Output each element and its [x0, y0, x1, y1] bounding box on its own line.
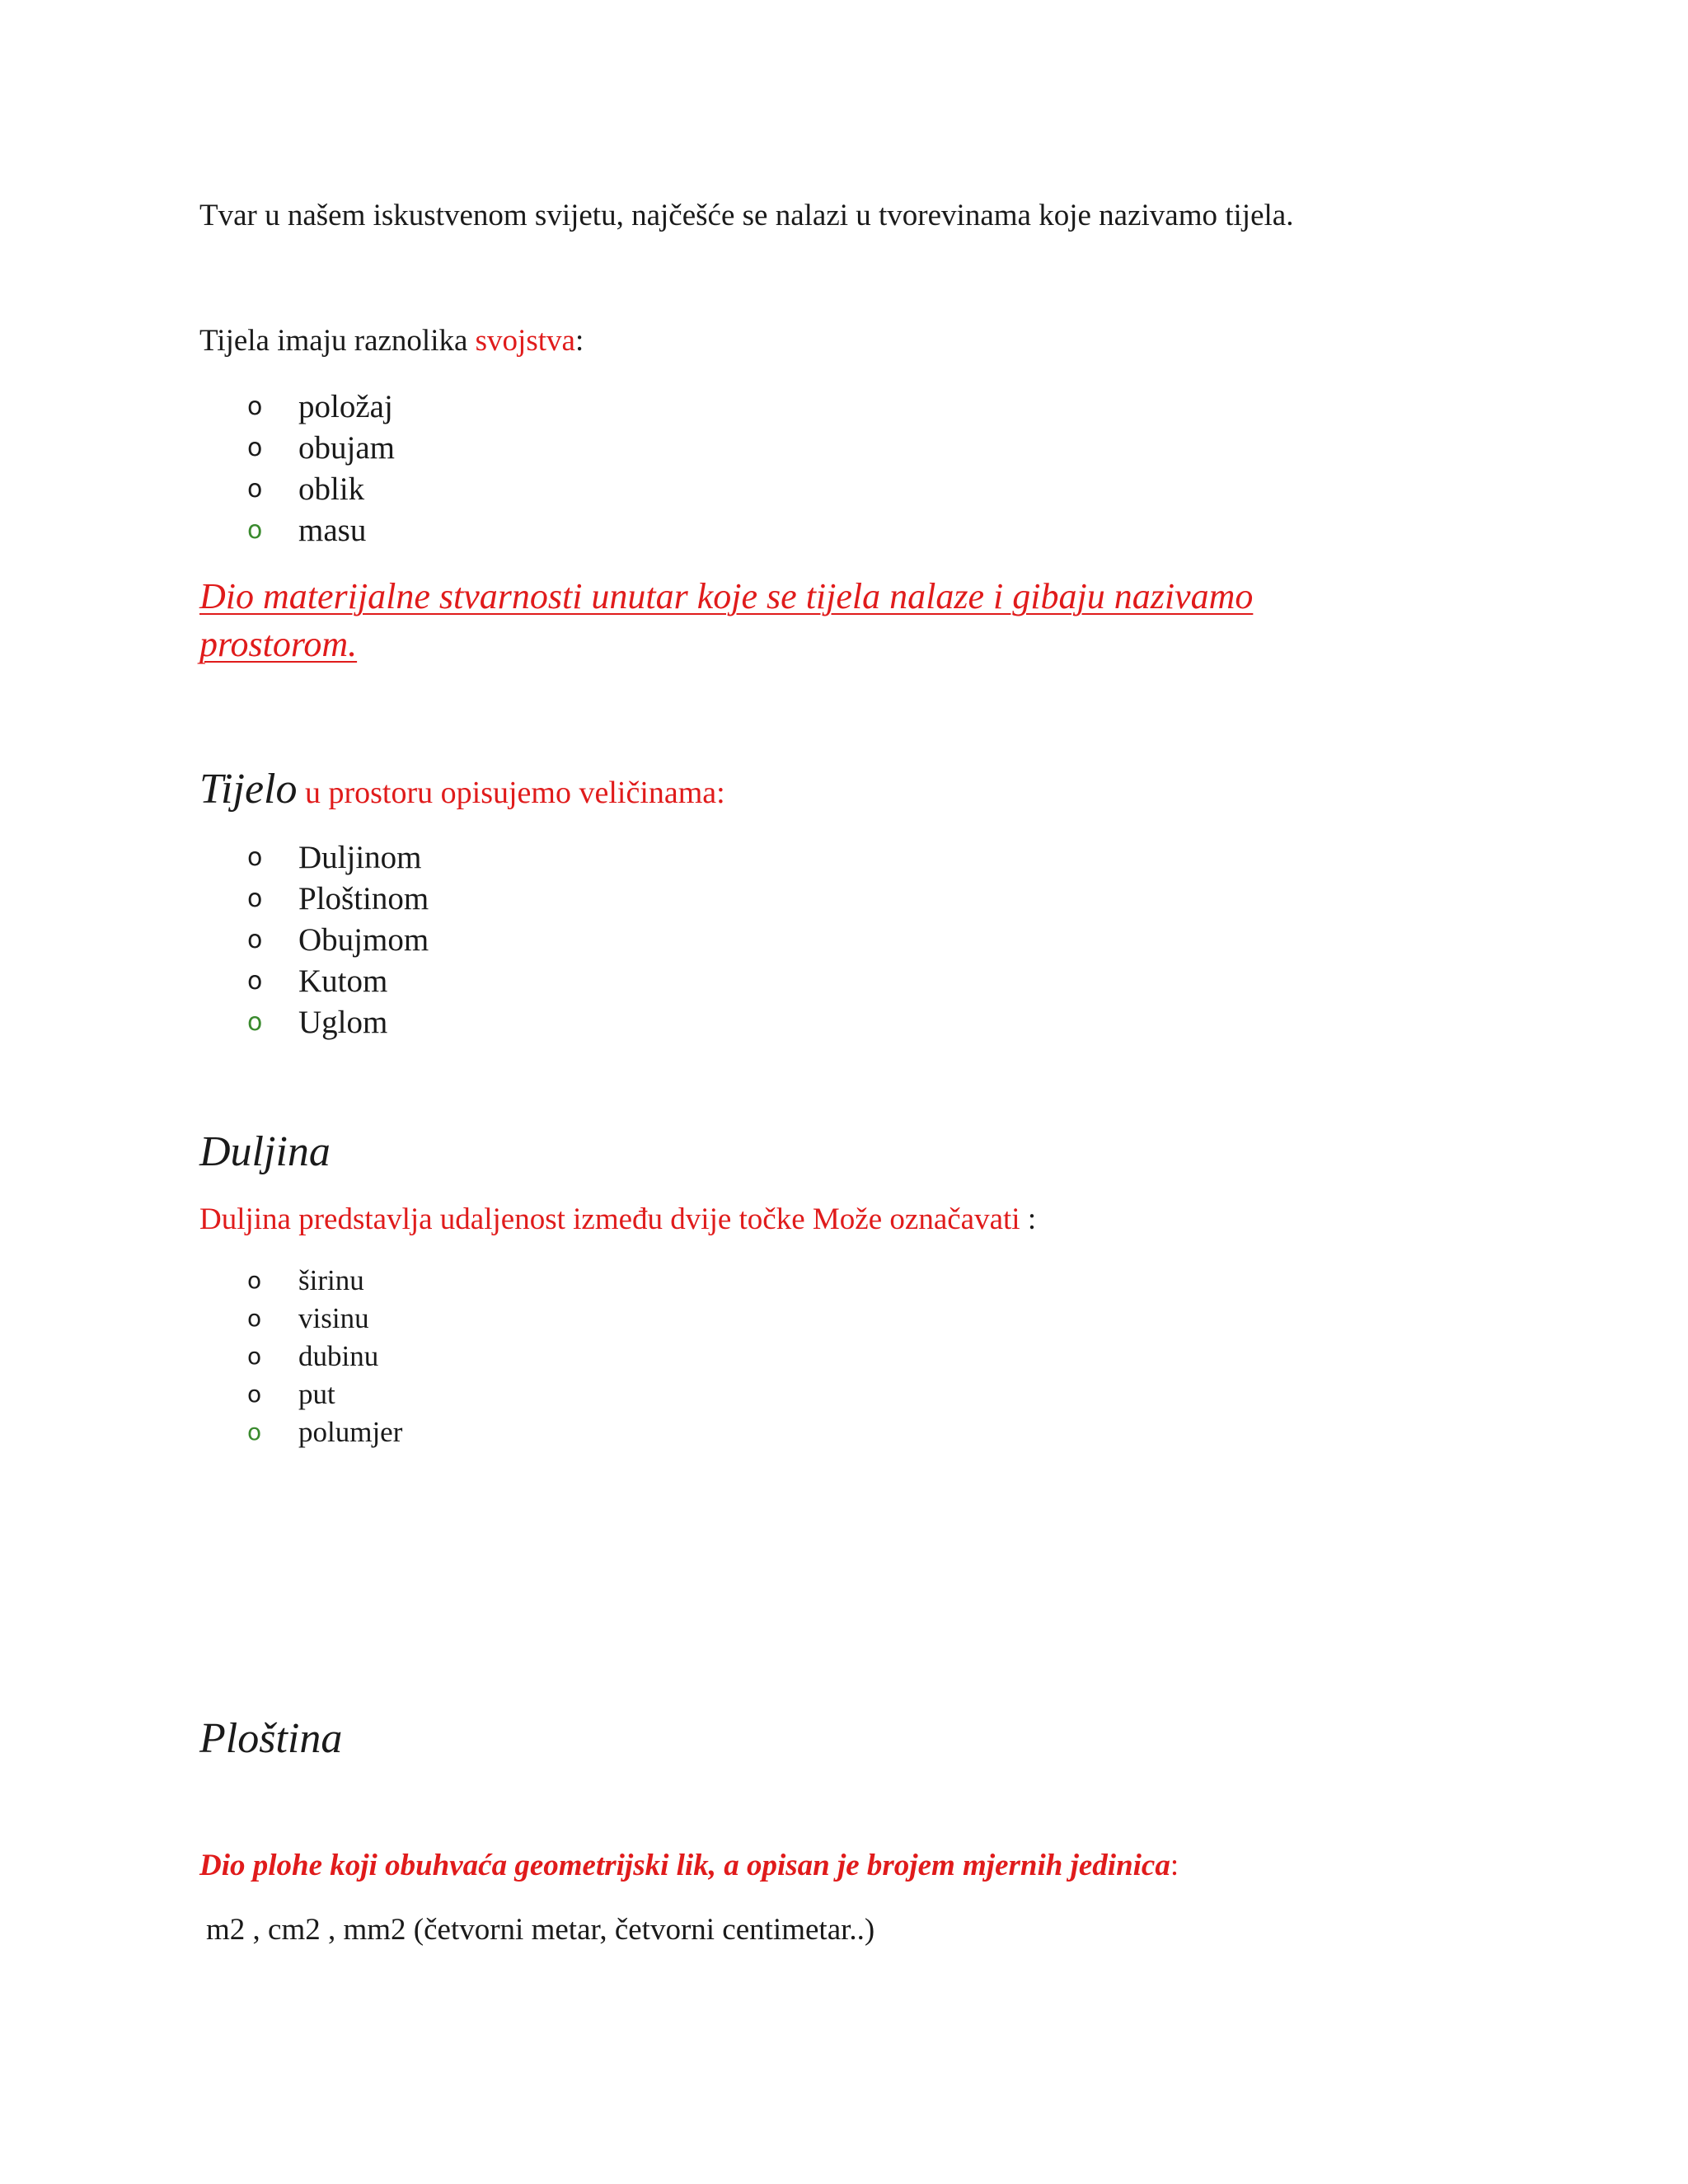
quantities-heading-rest: u prostoru opisujemo veličinama:	[297, 776, 725, 810]
bullet-circle-icon: o	[247, 516, 263, 545]
properties-highlight: svojstva	[475, 324, 575, 358]
list-item: o Obujmom	[247, 920, 429, 961]
bullet-circle-icon: o	[247, 843, 263, 872]
properties-lead-text: Tijela imaju raznolika	[199, 324, 476, 358]
list-item: o širinu	[247, 1262, 402, 1300]
bullet-circle-icon: o	[247, 1267, 262, 1294]
properties-list	[247, 387, 395, 551]
length-description	[199, 1202, 1036, 1238]
length-description-colon: :	[1020, 1202, 1037, 1236]
quantities-heading	[199, 765, 725, 814]
length-heading: Duljina	[199, 1128, 331, 1175]
area-units: m2 , cm2 , mm2 (četvorni metar, četvorni centimetar..)	[206, 1913, 875, 1947]
properties-colon: :	[574, 324, 584, 358]
length-list	[247, 1262, 402, 1451]
list-item: o polumjer	[247, 1413, 402, 1451]
list-item: o Uglom	[247, 1002, 429, 1043]
bullet-circle-icon: o	[247, 1418, 262, 1446]
bullet-circle-icon: o	[247, 434, 263, 462]
bullet-circle-icon: o	[247, 1343, 262, 1370]
bullet-circle-icon: o	[247, 392, 263, 421]
list-item: o visinu	[247, 1300, 402, 1338]
space-definition-line2: prostorom.	[199, 624, 358, 664]
bullet-circle-icon: o	[247, 475, 263, 504]
area-heading: Ploština	[199, 1715, 343, 1762]
list-item: o put	[247, 1376, 402, 1413]
space-definition	[199, 573, 1253, 668]
quantities-heading-word: Tijelo	[199, 766, 298, 813]
list-item: o masu	[247, 510, 395, 551]
bullet-circle-icon: o	[247, 884, 263, 913]
bullet-circle-icon: o	[247, 967, 263, 996]
list-item: o Ploštinom	[247, 879, 429, 920]
bullet-circle-icon: o	[247, 926, 263, 954]
list-item: o Duljinom	[247, 837, 429, 879]
list-item: o obujam	[247, 428, 395, 469]
intro-text: Tvar u našem iskustvenom svijetu, najčešće se nalazi u tvorevinama koje nazivamo tijela.	[199, 199, 1294, 232]
bullet-circle-icon: o	[247, 1008, 263, 1037]
bullet-circle-icon: o	[247, 1305, 262, 1332]
list-item: o dubinu	[247, 1338, 402, 1376]
area-definition-text: Dio plohe koji obuhvaća geometrijski lik, a opisan je brojem mjernih jedinica	[199, 1849, 1170, 1882]
area-definition	[199, 1848, 1179, 1884]
properties-lead	[199, 323, 584, 359]
intro-paragraph	[199, 198, 1293, 234]
bullet-circle-icon: o	[247, 1380, 262, 1408]
space-definition-line1: Dio materijalne stvarnosti unutar koje se tijela nalaze i gibaju nazivamo	[199, 576, 1254, 616]
list-item: o oblik	[247, 469, 395, 510]
area-definition-colon: :	[1170, 1849, 1179, 1882]
length-description-text: Duljina predstavlja udaljenost između dvije točke Može označavati	[199, 1202, 1020, 1236]
quantities-list	[247, 837, 429, 1043]
list-item: o položaj	[247, 387, 395, 428]
list-item: o Kutom	[247, 961, 429, 1002]
